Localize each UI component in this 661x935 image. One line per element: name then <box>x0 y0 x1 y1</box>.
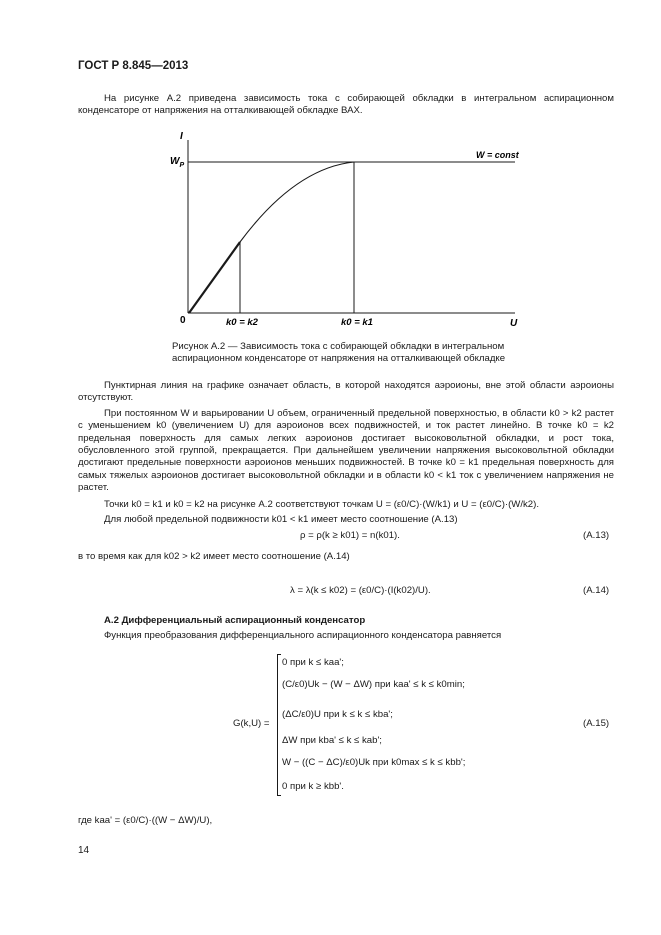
case-1: 0 при k ≤ kaa'; <box>282 657 344 668</box>
x-axis-label: U <box>510 318 518 329</box>
saturation-curve <box>240 162 354 242</box>
section-intro-text: Функция преобразования дифференциального аспирационного конденсатора равняется <box>104 630 502 641</box>
tick-k1-label: k0 = k1 <box>341 317 373 328</box>
intro-paragraph <box>78 93 614 118</box>
paragraph-1: Пунктирная линия на графике означает область, в которой находятся аэроионы, вне этой области аэроионы отсутствуют. <box>78 380 614 404</box>
figure-caption <box>172 341 532 366</box>
y-axis-label: I <box>180 131 183 142</box>
equation-a14: λ = λ(k ≤ k02) = (ε0/C)·(I(k02)/U). <box>290 585 431 596</box>
origin-label: 0 <box>180 315 186 326</box>
linear-segment <box>189 242 240 313</box>
paragraph-2: При постоянном W и варьировании U объем, ограниченный предельной поверхностью, в области k0 > k2 растет с уменьшением k0 (увеличением U) для аэроионов всех подвижностей, и ток растет линейно. В точке k0 = k2 предельная поверхность для самых легких аэроионов достигает высоковольтной обкладки, и рост тока, обусловленного этой группой, прекращается. При дальнейшем увеличении напряжения высоковольтной обкладки достигают предельные поверхности аэроионов меньших подвижностей. В точке k0 = k1 предельная поверхность для самых тяжелых аэроионов достигает высоковольтной обкладки и в области k0 < k1 ток с увеличением напряжения не растет. <box>78 407 614 494</box>
equation-a14-number: (А.14) <box>583 585 610 596</box>
case-2: (C/ε0)Uk − (W − ΔW) при kaa' ≤ k ≤ k0min; <box>282 679 465 690</box>
between-line: в то время как для k02 > k2 имеет место соотношение (А.14) <box>78 551 350 562</box>
caption-line-2: аспирационном конденсаторе от напряжения на отталкивающей обкладке <box>172 353 506 365</box>
paragraph-4: Для любой предельной подвижности k01 < k1 имеет место соотношение (А.13) <box>104 514 458 526</box>
equation-a15-number: (А.15) <box>583 718 610 729</box>
paragraph-3: Точки k0 = k1 и k0 = k2 на рисунке А.2 соответствуют точкам U = (ε0/C)·(W/k1) и U = (ε0/C)·(W/k2). <box>104 498 539 510</box>
between-text <box>78 551 614 563</box>
tick-k2-label: k0 = k2 <box>226 317 258 328</box>
case-6: 0 при k ≥ kbb'. <box>282 781 344 792</box>
equation-a13: ρ = ρ(k ≥ k01) = n(k01). <box>300 530 400 541</box>
equation-a15-lhs: G(k,U) = <box>233 718 270 729</box>
caption-line-1: Рисунок А.2 — Зависимость тока с собирающей обкладки в интегральном <box>172 341 505 352</box>
section-intro <box>78 630 614 642</box>
case-4: ΔW при kba' ≤ k ≤ kab'; <box>282 735 382 746</box>
case-3: (ΔC/ε0)U при k ≤ k ≤ kba'; <box>282 709 393 720</box>
cases-brace <box>277 654 281 796</box>
document-header: ГОСТ Р 8.845—2013 <box>78 60 189 72</box>
intro-text: На рисунке А.2 приведена зависимость тока с собирающей обкладки в интегральном аспирационном конденсаторе от напряжения на отталкивающей обкладке ВАХ. <box>78 93 614 117</box>
body-paragraphs <box>78 380 614 526</box>
page-number: 14 <box>78 845 90 856</box>
section-title: А.2 Дифференциальный аспирационный конденсатор <box>104 615 366 626</box>
equation-a13-number: (А.13) <box>583 530 610 541</box>
const-label: W = const <box>476 150 519 160</box>
case-5: W − ((C − ΔC)/ε0)Uk при k0max ≤ k ≤ kbb'; <box>282 757 466 768</box>
wp-label: $W_P$ <box>170 156 185 169</box>
where-clause: где kaa' = (ε0/C)·((W − ΔW)/U), <box>78 815 213 826</box>
figure-a2 <box>160 128 530 333</box>
